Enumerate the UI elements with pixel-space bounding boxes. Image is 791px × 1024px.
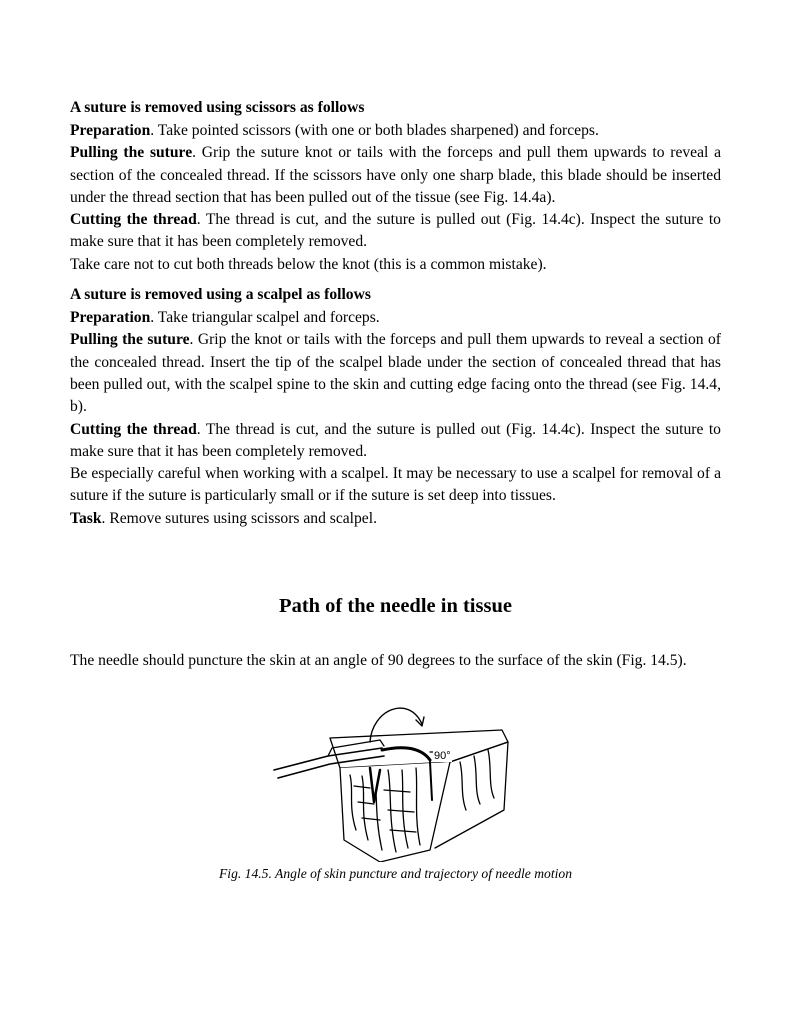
section-body: The needle should puncture the skin at an angle of 90 degrees to the surface of the skin (Fig. 14.5). [70,652,687,669]
figure-caption: Fig. 14.5. Angle of skin puncture and trajectory of needle motion [219,866,572,881]
paragraph-text: Be especially careful when working with a scalpel. It may be necessary to use a scalpel for removal of a suture if the suture is particularly small or if the suture is set deep into tissues. [70,465,721,505]
paragraph-text: . Grip the knot or tails with the forceps and pull them upwards to reveal a section of the concealed thread. Insert the tip of the scalpel blade under the section of concealed thread that has been pulled out, with the scalpel spine to the skin and cutting edge facing onto the thread (see Fig. 14.4, b). [70,331,721,416]
section-title: Path of the needle in tissue [279,595,512,617]
paragraph-text: . The thread is cut, and the suture is pulled out (Fig. 14.4c). Inspect the suture to make sure that it has been completely removed. [70,211,721,251]
paragraph-text: . Take triangular scalpel and forceps. [150,309,380,327]
section-scalpel [70,284,721,530]
paragraph-lead: Task [70,509,102,527]
paragraph [70,329,721,418]
paragraph [70,120,721,142]
paragraph-text: . Remove sutures using scissors and scalpel. [101,509,377,527]
section-heading-scalpel: A suture is removed using a scalpel as follows [70,286,371,304]
needle-path-figure [270,690,520,862]
paragraph-lead: Pulling the suture [70,144,193,162]
paragraph [70,508,721,530]
paragraph-text: . The thread is cut, and the suture is pulled out (Fig. 14.4c). Inspect the suture to make sure that it has been completely removed. [70,420,721,460]
paragraph-text: . Take pointed scissors (with one or both blades sharpened) and forceps. [150,122,599,139]
skin-puncture-illustration [270,690,520,862]
angle-label: 90° [434,750,451,762]
paragraph [70,463,721,508]
paragraph-lead: Pulling the suture [70,331,190,349]
paragraph [70,307,721,329]
paragraph [70,254,721,276]
section-heading-scissors: A suture is removed using scissors as follows [70,99,365,116]
paragraph-text: . Grip the suture knot or tails with the forceps and pull them upwards to reveal a section of the concealed thread. If the scissors have only one sharp blade, this blade should be inserted under the thread section that has been pulled out of the tissue (see Fig. 14.4a). [70,144,721,206]
paragraph-lead: Cutting the thread [70,211,197,229]
section-scissors [70,97,721,276]
paragraph-lead: Preparation [70,309,151,327]
paragraph [70,209,721,254]
paragraph-lead: Preparation [70,122,151,139]
paragraph [70,142,721,209]
paragraph [70,419,721,464]
paragraph-text: Take care not to cut both threads below the knot (this is a common mistake). [70,255,547,273]
page-content [70,95,721,530]
paragraph-lead: Cutting the thread [70,420,197,438]
